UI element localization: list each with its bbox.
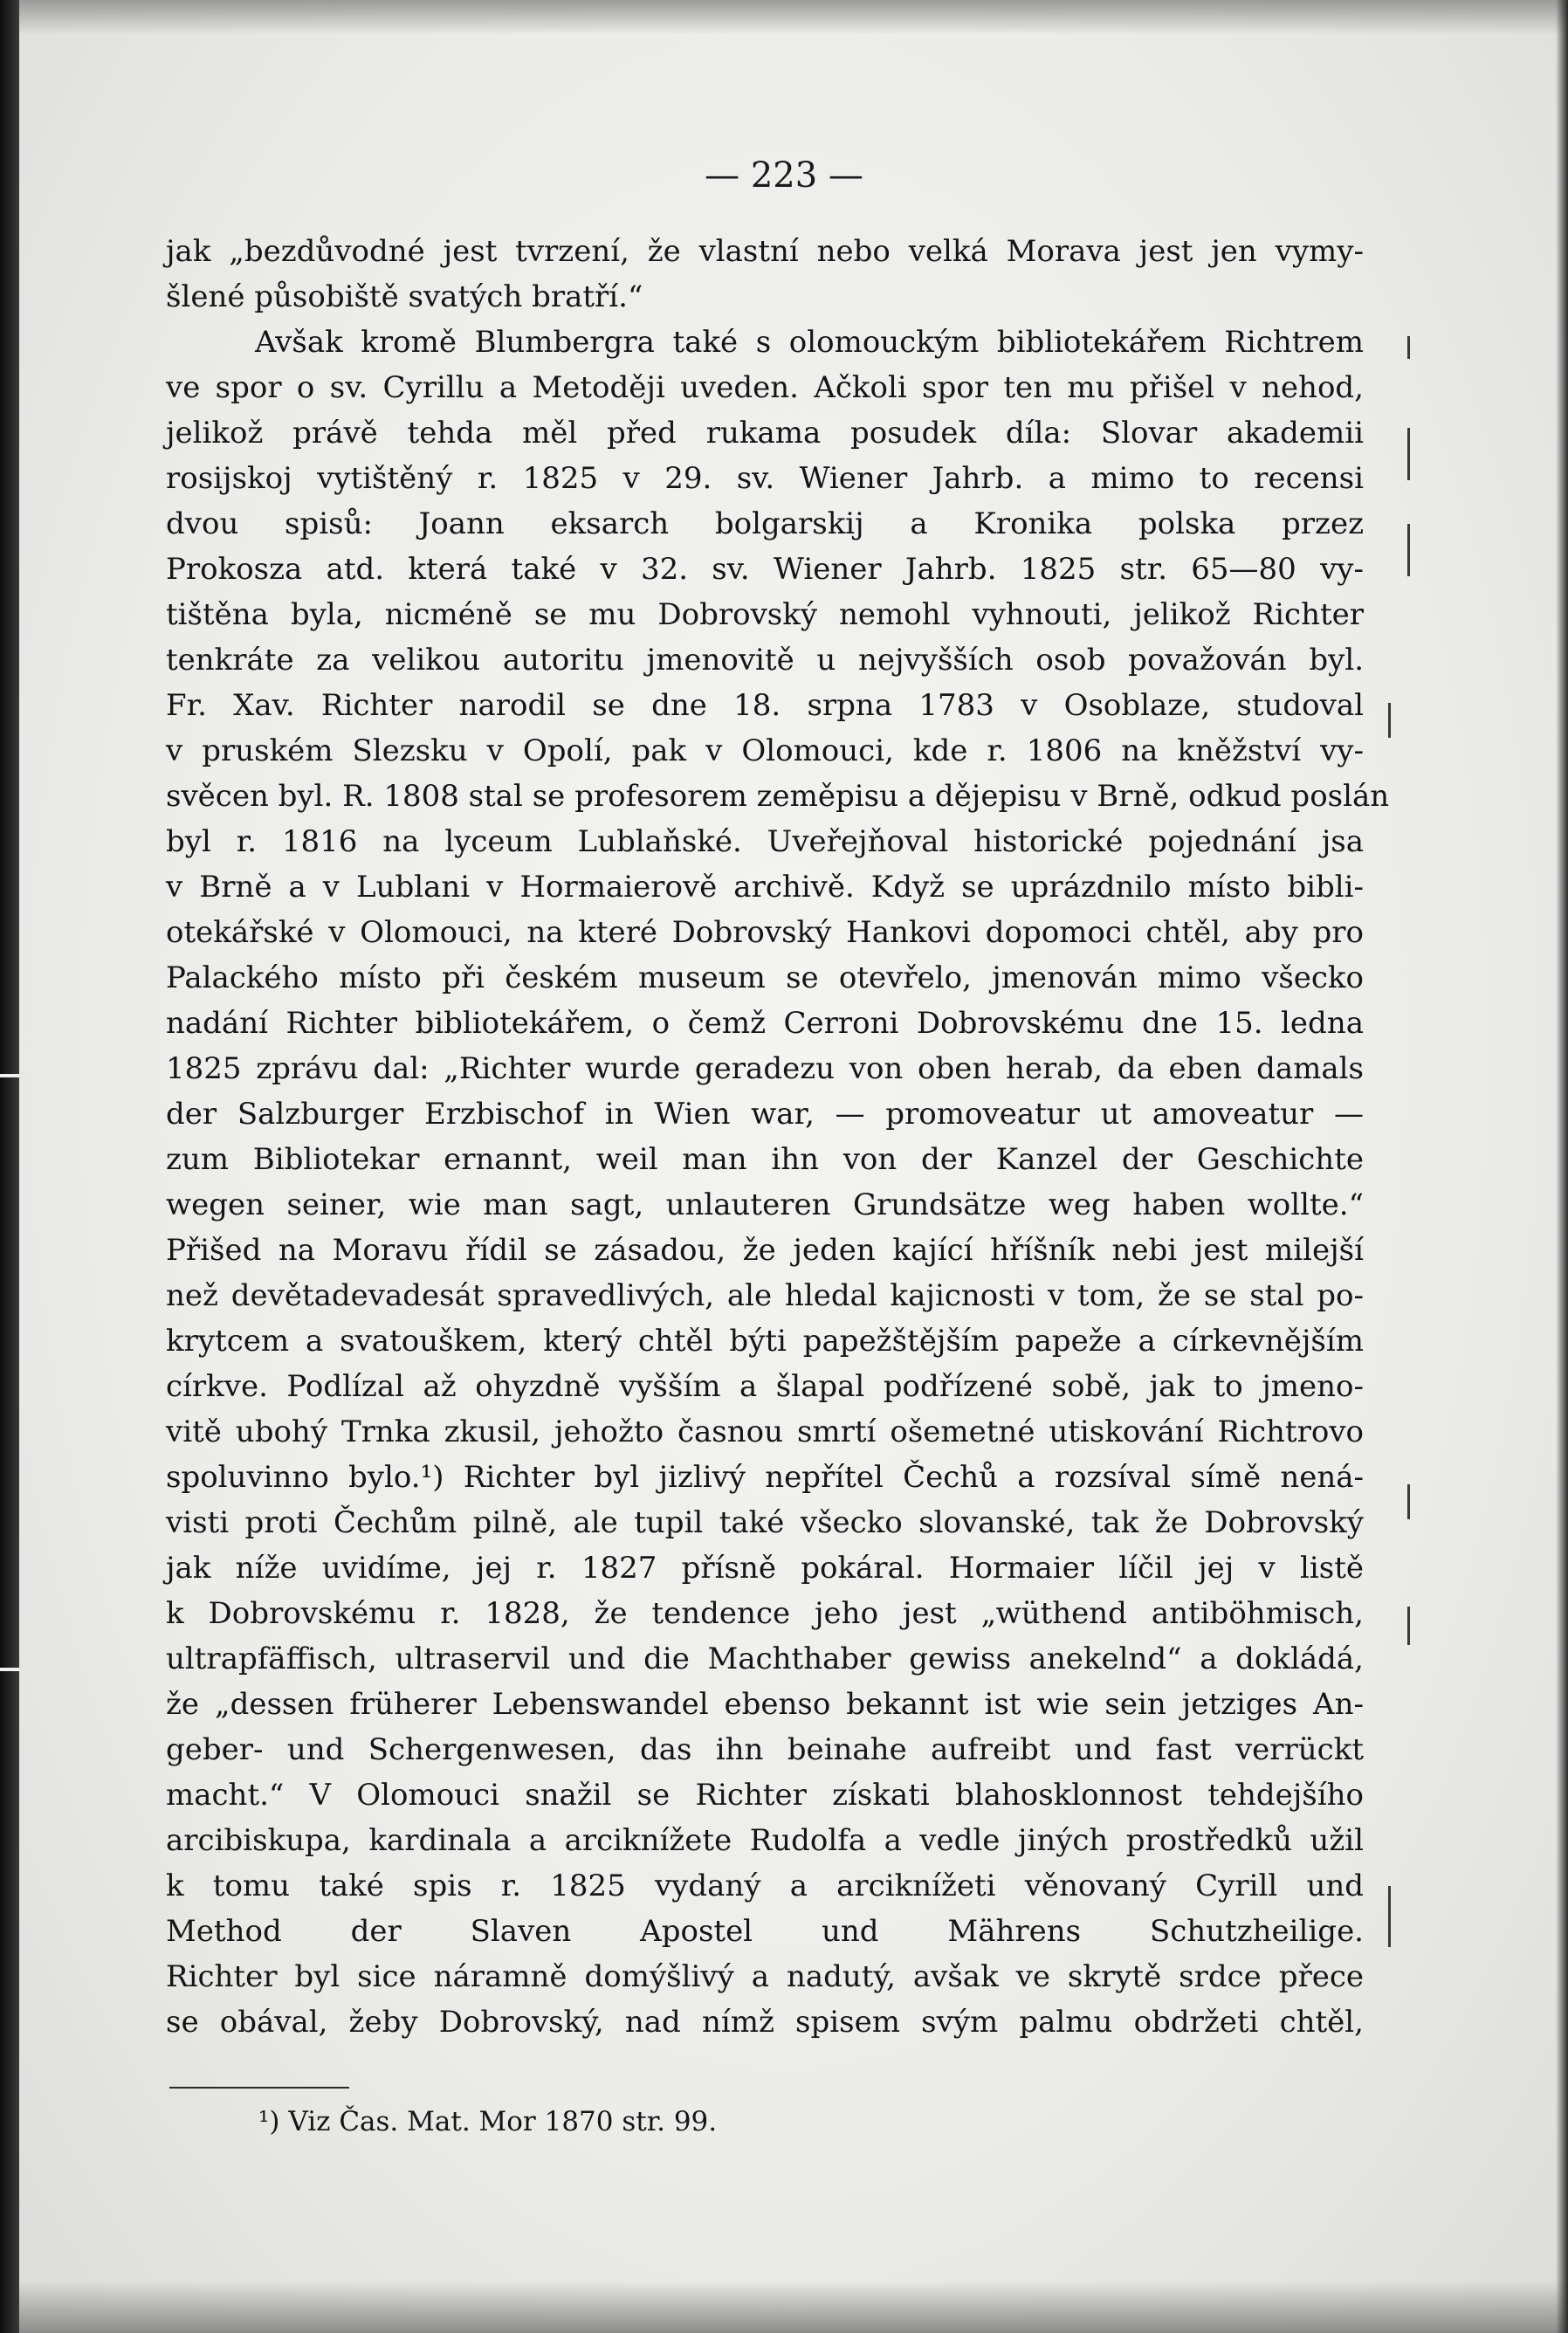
text-line: wegen seiner, wie man sagt, unlauteren Grundsätze weg haben wollte.“	[166, 1187, 1364, 1222]
margin-mark	[1388, 703, 1391, 738]
text-line: ultrapfäffisch, ultraservil und die Machthaber gewiss anekelnd“ a dokládá,	[166, 1641, 1364, 1676]
footnote: ¹) Viz Čas. Mat. Mor 1870 str. 99.	[258, 2106, 718, 2137]
text-line: se obával, žeby Dobrovský, nad nímž spisem svým palmu obdržeti chtěl,	[166, 2005, 1364, 2040]
margin-mark	[1407, 524, 1410, 576]
text-line: byl r. 1816 na lyceum Lublaňské. Uveřejňoval historické pojednání jsa	[166, 824, 1364, 859]
text-line: tištěna byla, nicméně se mu Dobrovský nemohl vyhnouti, jelikož Richter	[166, 597, 1364, 632]
text-line: jak níže uvidíme, jej r. 1827 přísně pokáral. Hormaier líčil jej v listě	[166, 1551, 1364, 1586]
text-line: visti proti Čechům pilně, ale tupil také všecko slovanské, tak že Dobrovský	[166, 1505, 1364, 1540]
text-line: macht.“ V Olomouci snažil se Richter získati blahosklonnost tehdejšího	[166, 1778, 1364, 1813]
scan-shadow-right	[1556, 0, 1568, 2333]
text-line: v Brně a v Lublani v Hormaierově archivě. Když se uprázdnilo místo bibli-	[166, 870, 1364, 905]
text-line: svěcen byl. R. 1808 stal se profesorem zeměpisu a dějepisu v Brně, odkud poslán	[166, 779, 1390, 814]
text-line: jak „bezdůvodné jest tvrzení, že vlastní nebo velká Morava jest jen vymy-	[166, 234, 1364, 269]
margin-mark	[1407, 336, 1410, 359]
scan-shadow-bottom	[0, 2281, 1568, 2333]
text-line: vitě ubohý Trnka zkusil, jehožto časnou smrtí ošemetné utiskování Richtrovo	[166, 1414, 1364, 1449]
text-line: v pruském Slezsku v Opolí, pak v Olomouci, kde r. 1806 na kněžství vy-	[166, 733, 1364, 768]
text-line: nadání Richter bibliotekářem, o čemž Cerroni Dobrovskému dne 15. ledna	[166, 1006, 1364, 1041]
text-line	[166, 2045, 1364, 2090]
margin-mark	[1407, 1484, 1410, 1519]
body-text	[166, 229, 1390, 2136]
text-line: ve spor o sv. Cyrillu a Metoději uveden. Ačkoli spor ten mu přišel v nehod,	[166, 370, 1364, 405]
margin-mark	[1407, 428, 1410, 480]
text-line: Avšak kromě Blumbergra také s olomouckým bibliotekářem Richtrem	[255, 325, 1364, 360]
text-line: krytcem a svatouškem, který chtěl býti papežštějším papeže a církevnějším	[166, 1324, 1364, 1359]
text-line: církve. Podlízal až ohyzdně vyšším a šlapal podřízené sobě, jak to jmeno-	[166, 1369, 1364, 1404]
text-line: tenkráte za velikou autoritu jmenovitě u nejvyšších osob považován byl.	[166, 643, 1364, 678]
text-line: otekářské v Olomouci, na které Dobrovský Hankovi dopomoci chtěl, aby pro	[166, 915, 1364, 950]
book-spine-edge	[0, 0, 19, 2333]
text-line: 1825 zprávu dal: „Richter wurde geradezu von oben herab, da eben damals	[166, 1051, 1364, 1086]
text-line: že „dessen früherer Lebenswandel ebenso bekannt ist wie sein jetziges An-	[166, 1687, 1364, 1722]
text-line: jelikož právě tehda měl před rukama posudek díla: Slovar akademii	[166, 416, 1364, 451]
text-line: šlené působiště svatých bratří.“	[166, 279, 643, 314]
text-line: spoluvinno bylo.¹) Richter byl jizlivý nepřítel Čechů a rozsíval símě nená-	[166, 1460, 1364, 1495]
text-line: Method der Slaven Apostel und Mährens Schutzheilige.	[166, 1914, 1364, 1949]
text-line: Fr. Xav. Richter narodil se dne 18. srpna 1783 v Osoblaze, studoval	[166, 688, 1364, 723]
margin-mark	[1407, 1607, 1410, 1645]
text-line: než devětadevadesát spravedlivých, ale hledal kajicnosti v tom, že se stal po-	[166, 1278, 1364, 1313]
text-line: der Salzburger Erzbischof in Wien war, — promoveatur ut amoveatur —	[166, 1097, 1364, 1132]
text-line: Richter byl sice náramně domýšlivý a nadutý, avšak ve skrytě srdce přece	[166, 1959, 1364, 1994]
text-line: k tomu také spis r. 1825 vydaný a arciknížeti věnovaný Cyrill und	[166, 1868, 1364, 1903]
text-line: k Dobrovskému r. 1828, že tendence jeho jest „wüthend antiböhmisch,	[166, 1596, 1364, 1631]
footnote-rule	[169, 2087, 349, 2089]
edge-mark	[0, 1668, 19, 1671]
text-line: arcibiskupa, kardinala a arciknížete Rudolfa a vedle jiných prostředků užil	[166, 1823, 1364, 1858]
text-line: dvou spisů: Joann eksarch bolgarskij a Kronika polska przez	[166, 506, 1364, 541]
scan-shadow-top	[0, 0, 1568, 35]
text-line: Palackého místo při českém museum se otevřelo, jmenován mimo všecko	[166, 960, 1364, 995]
edge-mark	[0, 1074, 19, 1077]
margin-mark	[1388, 1886, 1391, 1947]
page-number: — 223 —	[705, 155, 863, 196]
text-line: Přišed na Moravu řídil se zásadou, že jeden kající hříšník nebi jest milejší	[166, 1233, 1364, 1268]
text-line: rosijskoj vytištěný r. 1825 v 29. sv. Wiener Jahrb. a mimo to recensi	[166, 461, 1364, 496]
text-line: Prokosza atd. která také v 32. sv. Wiener Jahrb. 1825 str. 65—80 vy-	[166, 552, 1364, 587]
text-line: geber- und Schergenwesen, das ihn beinahe aufreibt und fast verrückt	[166, 1732, 1364, 1767]
text-line: zum Bibliotekar ernannt, weil man ihn von der Kanzel der Geschichte	[166, 1142, 1364, 1177]
